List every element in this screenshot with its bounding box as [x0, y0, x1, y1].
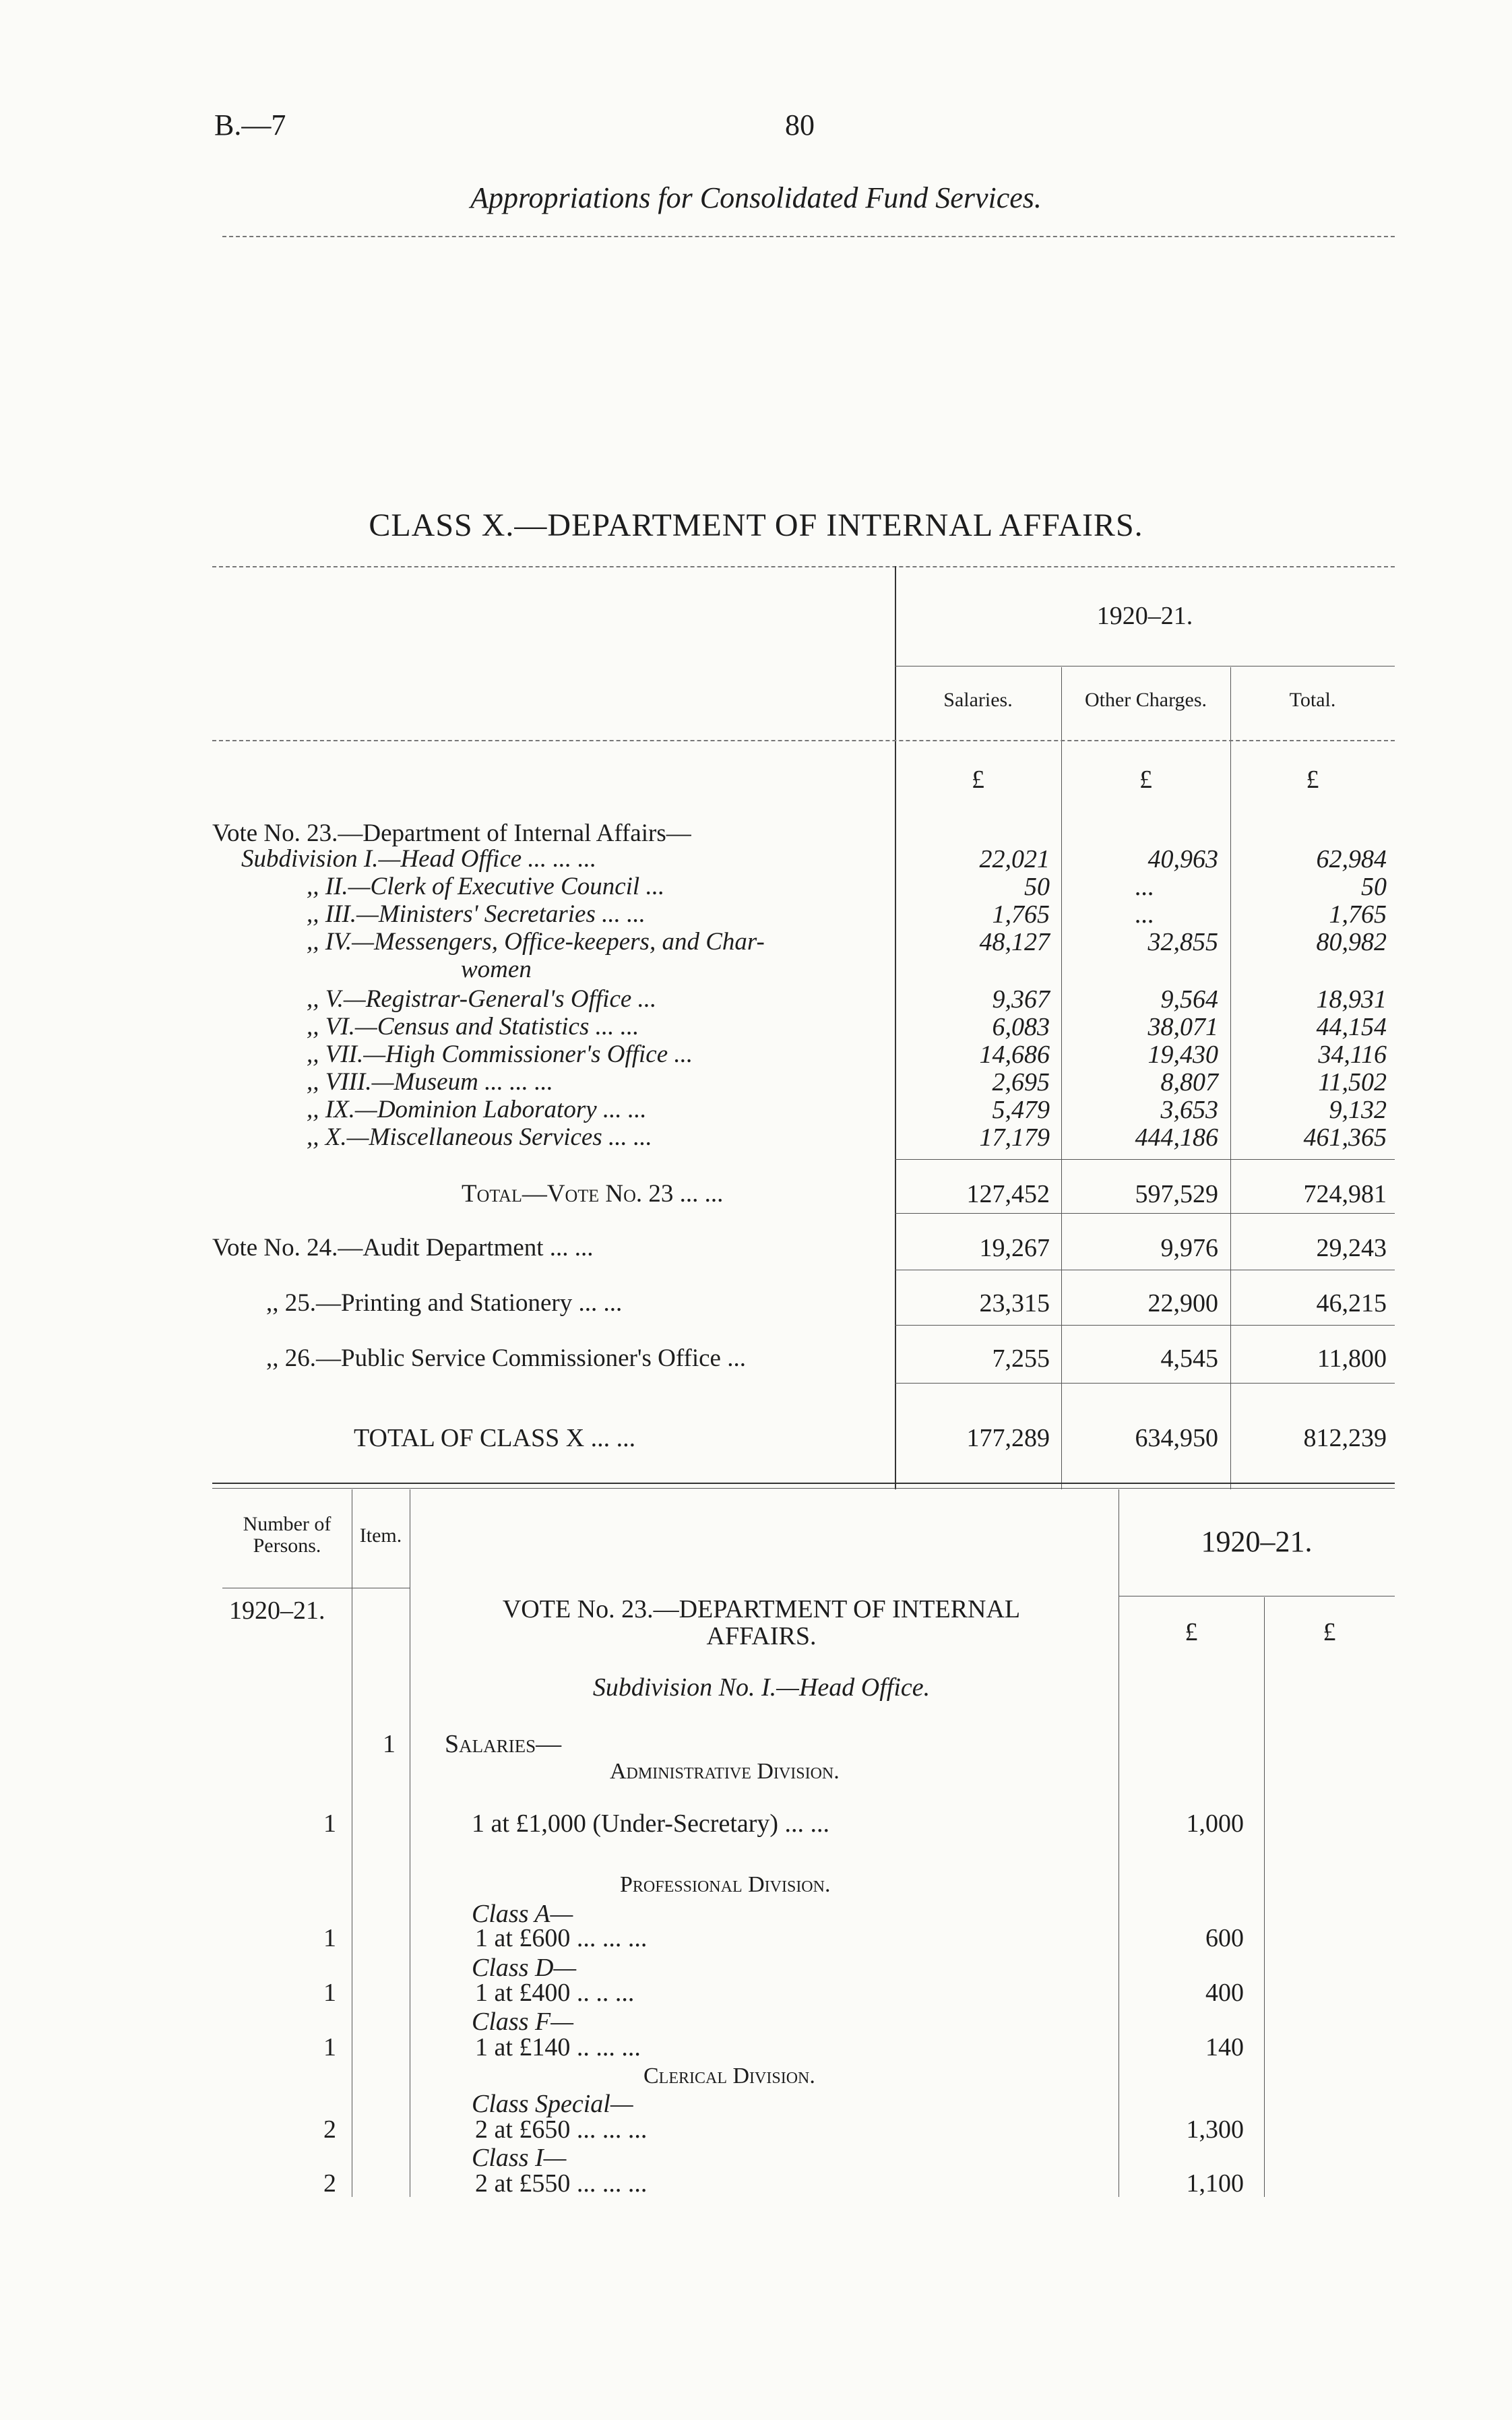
- professional-division: Professional Division.: [620, 1872, 831, 1897]
- detail-year-right: 1920–21.: [1201, 1525, 1313, 1558]
- vote-salaries: 7,255: [992, 1344, 1050, 1373]
- subdivision-other: 38,071: [1147, 1013, 1218, 1041]
- subdivision-total: 62,984: [1316, 845, 1387, 873]
- total-vote-23-salaries: 127,452: [966, 1180, 1050, 1208]
- subdivision-label: ,, III.—Ministers' Secretaries ... ...: [307, 900, 645, 928]
- class-total-label: TOTAL OF CLASS X ... ...: [354, 1424, 636, 1452]
- summary-currency-salaries: £: [972, 766, 984, 794]
- persons-count: 1: [323, 2033, 336, 2061]
- subdivision-total: 1,765: [1329, 900, 1387, 929]
- detail-year-left: 1920–21.: [229, 1596, 325, 1625]
- salary-line: 1 at £400 .. .. ...: [475, 1979, 635, 2007]
- summary-header-rule: [212, 740, 1395, 741]
- subdivision-salaries: 6,083: [992, 1013, 1050, 1041]
- subdivision-other: 19,430: [1147, 1041, 1218, 1069]
- subdivision-salaries: 2,695: [992, 1068, 1050, 1096]
- administrative-division: Administrative Division.: [610, 1759, 840, 1784]
- summary-bottom-rule: [212, 1483, 1395, 1484]
- subdivision-label: ,, VII.—High Commissioner's Office ...: [307, 1041, 693, 1068]
- col-number-of-persons-text: Number of Persons.: [243, 1513, 332, 1557]
- subdivision-total: 50: [1361, 873, 1387, 901]
- vote-other: 22,900: [1147, 1289, 1218, 1317]
- vote-salaries: 19,267: [979, 1234, 1050, 1262]
- subdivision-label: ,, II.—Clerk of Executive Council ...: [307, 873, 665, 900]
- summary-col-total: Total.: [1289, 689, 1336, 711]
- subdivision-heading: Subdivision No. I.—Head Office.: [592, 1673, 931, 1702]
- salary-line: 1 at £1,000 (Under-Secretary) ... ...: [472, 1809, 830, 1838]
- detail-currency-1: £: [1185, 1618, 1198, 1646]
- persons-count: 2: [323, 2115, 336, 2144]
- subdivision-salaries: 9,367: [992, 985, 1050, 1014]
- total-vote-23-label: [462, 1179, 723, 1208]
- summary-col-other-charges: Other Charges.: [1084, 689, 1207, 711]
- summary-currency-other: £: [1139, 766, 1152, 794]
- vote-label: Vote No. 24.—Audit Department ... ...: [212, 1234, 594, 1262]
- class-label: Class F—: [472, 2008, 573, 2036]
- subdivision-salaries: 50: [1024, 873, 1050, 901]
- total-vote-23-text: Total—Vote No. 23 ... ...: [462, 1180, 724, 1208]
- vote-salaries: 23,315: [979, 1289, 1050, 1317]
- subdivision-other: 444,186: [1135, 1123, 1218, 1152]
- subdivision-salaries: 14,686: [979, 1041, 1050, 1069]
- col-item: Item.: [359, 1524, 402, 1547]
- class-label: Class Special—: [472, 2090, 633, 2118]
- subtotal-rule-bottom: [895, 1213, 1395, 1214]
- subdivision-label-continued: women: [461, 956, 532, 983]
- subdivision-other: 32,855: [1147, 928, 1218, 956]
- class-heading-rule: [212, 566, 1395, 567]
- class-total-other: 634,950: [1135, 1424, 1218, 1452]
- salary-amount: 400: [1205, 1979, 1244, 2007]
- subdivision-salaries: 22,021: [979, 845, 1050, 873]
- subdivision-other: ...: [1135, 900, 1155, 929]
- item-number: 1: [383, 1730, 396, 1758]
- vote-title-line-2: AFFAIRS.: [706, 1622, 817, 1650]
- total-vote-23-total: 724,981: [1303, 1180, 1387, 1208]
- salaries-heading: Salaries—: [445, 1730, 562, 1758]
- vote-rule: [895, 1325, 1395, 1326]
- subdivision-label: ,, V.—Registrar-General's Office ...: [307, 985, 657, 1013]
- salary-amount: 1,300: [1186, 2115, 1244, 2144]
- class-total-rule: [895, 1383, 1395, 1384]
- vote-label: ,, 25.—Printing and Stationery ... ...: [266, 1289, 623, 1317]
- persons-count: 1: [323, 1924, 336, 1952]
- page-title: Appropriations for Consolidated Fund Services.: [470, 181, 1042, 214]
- subdivision-label: Subdivision I.—Head Office ... ... ...: [241, 845, 597, 873]
- summary-col-salaries: Salaries.: [943, 689, 1013, 711]
- clerical-division: Clerical Division.: [643, 2064, 815, 2088]
- vote-total: 29,243: [1316, 1234, 1387, 1262]
- vote-total: 11,800: [1317, 1344, 1387, 1373]
- salary-line: 2 at £550 ... ... ...: [475, 2169, 648, 2198]
- vote-23-heading: Vote No. 23.—Department of Internal Affairs—: [212, 819, 691, 847]
- subdivision-other: 3,653: [1160, 1096, 1218, 1124]
- subdivision-label: ,, VI.—Census and Statistics ... ...: [307, 1013, 639, 1041]
- subdivision-total: 34,116: [1318, 1041, 1387, 1069]
- summary-year: 1920–21.: [1096, 602, 1193, 630]
- vote-other: 9,976: [1160, 1234, 1218, 1262]
- detail-currency-2: £: [1323, 1618, 1336, 1646]
- salary-line: 1 at £140 .. ... ...: [475, 2033, 641, 2061]
- subdivision-salaries: 1,765: [992, 900, 1050, 929]
- subdivision-other: 8,807: [1160, 1068, 1218, 1096]
- vote-title-line-1: VOTE No. 23.—DEPARTMENT OF INTERNAL: [502, 1595, 1021, 1623]
- page-number: 80: [785, 108, 815, 142]
- subdivision-salaries: 48,127: [979, 928, 1050, 956]
- salary-amount: 600: [1205, 1924, 1244, 1952]
- subdivision-total: 461,365: [1303, 1123, 1387, 1152]
- class-heading: CLASS X.—DEPARTMENT OF INTERNAL AFFAIRS.: [369, 507, 1143, 543]
- subdivision-total: 11,502: [1318, 1068, 1387, 1096]
- subdivision-salaries: 17,179: [979, 1123, 1050, 1152]
- salary-amount: 1,100: [1186, 2169, 1244, 2198]
- persons-count: 2: [323, 2169, 336, 2198]
- class-total-salaries: 177,289: [966, 1424, 1050, 1452]
- subdivision-label: ,, X.—Miscellaneous Services ... ...: [307, 1123, 652, 1151]
- subdivision-total: 44,154: [1316, 1013, 1387, 1041]
- class-label: Class D—: [472, 1954, 577, 1982]
- subtotal-rule-top: [895, 1159, 1395, 1160]
- persons-count: 1: [323, 1979, 336, 2007]
- detail-col-divider-amounts-2: [1264, 1597, 1265, 2197]
- vote-other: 4,545: [1160, 1344, 1218, 1373]
- salary-line: 2 at £650 ... ... ...: [475, 2115, 648, 2144]
- subdivision-other: ...: [1135, 873, 1155, 901]
- summary-bottom-rule-2: [212, 1488, 1395, 1489]
- subdivision-total: 80,982: [1316, 928, 1387, 956]
- persons-count: 1: [323, 1809, 336, 1838]
- col-number-of-persons: [222, 1514, 352, 1557]
- salary-amount: 140: [1205, 2033, 1244, 2061]
- class-label: Class A—: [472, 1900, 573, 1928]
- document-code: B.—7: [214, 108, 286, 142]
- subdivision-salaries: 5,479: [992, 1096, 1050, 1124]
- vote-total: 46,215: [1316, 1289, 1387, 1317]
- class-total-total: 812,239: [1303, 1424, 1387, 1452]
- salary-line: 1 at £600 ... ... ...: [475, 1924, 648, 1952]
- class-label: Class I—: [472, 2144, 567, 2172]
- header-rule: [222, 236, 1395, 237]
- subdivision-total: 9,132: [1329, 1096, 1387, 1124]
- summary-currency-total: £: [1306, 766, 1319, 794]
- subdivision-label: ,, IV.—Messengers, Office-keepers, and Char-: [307, 928, 765, 956]
- subdivision-other: 9,564: [1160, 985, 1218, 1014]
- salary-amount: 1,000: [1186, 1809, 1244, 1838]
- subdivision-label: ,, IX.—Dominion Laboratory ... ...: [307, 1096, 647, 1123]
- subdivision-other: 40,963: [1147, 845, 1218, 873]
- total-vote-23-other: 597,529: [1135, 1180, 1218, 1208]
- subdivision-label: ,, VIII.—Museum ... ... ...: [307, 1068, 553, 1096]
- subdivision-total: 18,931: [1316, 985, 1387, 1014]
- vote-label: ,, 26.—Public Service Commissioner's Office ...: [266, 1344, 746, 1372]
